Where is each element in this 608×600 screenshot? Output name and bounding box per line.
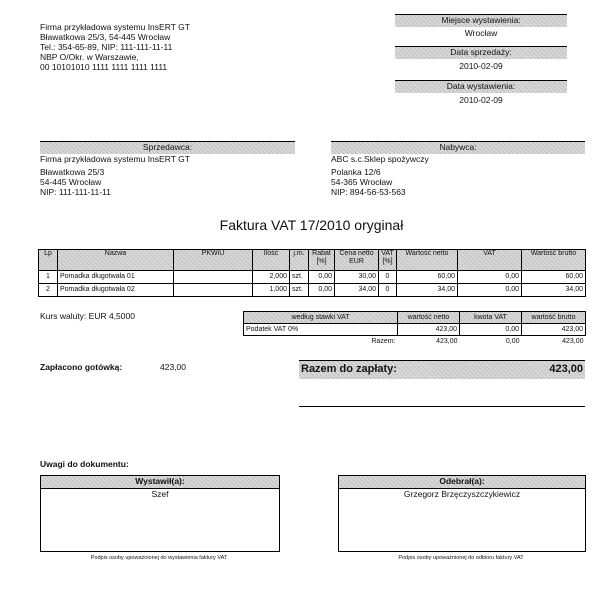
cell-gross-value: 60,00 (522, 271, 586, 284)
header-name: Nazwa (58, 250, 174, 271)
cell-vat-amount: 0,00 (458, 271, 522, 284)
seller-header-line: Bławatkowa 25/3, 54-445 Wrocław (40, 32, 171, 42)
cell-name: Pomadka długotwała 01 (58, 271, 174, 284)
place-value: Wrocław (464, 28, 498, 38)
seller-label: Sprzedawca: (40, 141, 295, 154)
seller-line: NIP: 111-111-11-11 (40, 187, 111, 197)
sale-date-value: 2010-02-09 (459, 61, 503, 71)
vat-summary-table (243, 311, 586, 347)
cell-unit: szt. (290, 271, 309, 284)
vat-cell-net: 423,00 (398, 324, 460, 336)
issue-date-label: Data wystawienia: (395, 80, 567, 93)
receiver-label: Odebrał(a): (339, 476, 585, 489)
cell-net-price: 30,00 (335, 271, 379, 284)
buyer-line: Polanka 12/6 (331, 167, 381, 177)
buyer-line: NIP: 894-56-53-563 (331, 187, 406, 197)
cell-qty: 1,000 (253, 284, 290, 297)
total-due-divider (299, 406, 585, 407)
exchange-rate: Kurs waluty: EUR 4,5000 (40, 311, 135, 321)
seller-details (40, 154, 295, 197)
header-gross-value: Wartość brutto (522, 250, 586, 271)
receiver-signature-box (338, 475, 586, 552)
receiver-name: Grzegorz Brzęczyszczykiewicz (403, 489, 521, 499)
receiver-caption: Podpis osoby upoważnionej do odbioru faktury VAT (398, 555, 524, 561)
header-net-value: Wartość netto (397, 250, 458, 271)
header-unit: j.m. (290, 250, 309, 271)
cell-net-value: 34,00 (397, 284, 458, 297)
cell-vat-amount: 0,00 (458, 284, 522, 297)
vat-total-label: Razem: (371, 337, 396, 345)
vat-header-net: wartość netto (398, 312, 460, 324)
cell-vat-rate: 0 (379, 271, 397, 284)
cell-vat-rate: 0 (379, 284, 397, 297)
vat-total-row (244, 336, 586, 348)
vat-total-vat: 0,00 (505, 337, 520, 345)
vat-header-gross: wartość brutto (522, 312, 586, 324)
vat-total-net: 423,00 (436, 337, 458, 345)
vat-header-vat: kwota VAT (460, 312, 522, 324)
issuer-signature-box (40, 475, 280, 552)
vat-summary-header-row (244, 312, 586, 324)
seller-header-line: 00 10101010 1111 1111 1111 1111 (40, 62, 168, 72)
cell-lp: 1 (39, 271, 58, 284)
items-header-row (39, 250, 586, 271)
vat-cell-vat: 0,00 (460, 324, 522, 336)
paid-value: 423,00 (160, 362, 186, 372)
remarks-label: Uwagi do dokumentu: (40, 459, 129, 469)
paid-label: Zapłacono gotówką: (40, 362, 123, 372)
seller-header-line: Firma przykładowa systemu InsERT GT (40, 22, 190, 32)
cell-qty: 2,000 (253, 271, 290, 284)
buyer-line: ABC s.c.Sklep spożywczy (331, 154, 429, 164)
seller-header (40, 22, 270, 72)
buyer-line: 54-365 Wrocław (331, 177, 393, 187)
header-vat-rate: VAT [%] (379, 250, 397, 271)
header-lp: Lp (39, 250, 58, 271)
seller-header-line: NBP O/Okr. w Warszawie, (40, 52, 139, 62)
seller-line: 54-445 Wrocław (40, 177, 102, 187)
vat-cell-gross: 423,00 (522, 324, 586, 336)
seller-line: Bławatkowa 25/3 (40, 167, 105, 177)
header-net-price: Cena netto EUR (335, 250, 379, 271)
seller-line: Firma przykładowa systemu InsERT GT (40, 154, 190, 164)
cell-lp: 2 (39, 284, 58, 297)
issue-date-value: 2010-02-09 (459, 95, 503, 105)
cell-pkwiu (174, 284, 253, 297)
cell-unit: szt. (290, 284, 309, 297)
cell-net-value: 60,00 (397, 271, 458, 284)
header-qty: Ilość (253, 250, 290, 271)
invoice-title: Faktura VAT 17/2010 oryginał (219, 217, 404, 233)
header-vat-amount: VAT (458, 250, 522, 271)
cell-name: Pomadka długotwała 02 (58, 284, 174, 297)
cell-discount: 0,00 (309, 271, 335, 284)
vat-total-gross: 423,00 (562, 337, 584, 345)
header-pkwiu: PKWiU (174, 250, 253, 271)
issuer-label: Wystawił(a): (41, 476, 279, 489)
total-due-label: Razem do zapłaty: (301, 363, 397, 375)
buyer-details (331, 154, 585, 197)
cell-gross-value: 34,00 (522, 284, 586, 297)
cell-discount: 0,00 (309, 284, 335, 297)
place-label: Miejsce wystawienia: (395, 14, 567, 27)
total-due-box (299, 360, 585, 379)
items-table (38, 249, 586, 297)
table-row (39, 284, 586, 297)
table-row (244, 324, 586, 336)
cell-pkwiu (174, 271, 253, 284)
issuer-name: Szef (151, 489, 169, 499)
sale-date-label: Data sprzedaży: (395, 46, 567, 59)
vat-header-rate: według stawki VAT (244, 312, 398, 324)
vat-cell-rate: Podatek VAT 0% (244, 324, 398, 336)
issuer-caption: Podpis osoby upoważnionej do wystawienia faktury VAT (90, 555, 228, 561)
table-row (39, 271, 586, 284)
header-discount: Rabat [%] (309, 250, 335, 271)
cell-net-price: 34,00 (335, 284, 379, 297)
seller-header-line: Tel.: 354-65-89, NIP: 111-111-11-11 (40, 42, 173, 52)
buyer-label: Nabywca: (331, 141, 585, 154)
total-due-value: 423,00 (549, 363, 583, 375)
